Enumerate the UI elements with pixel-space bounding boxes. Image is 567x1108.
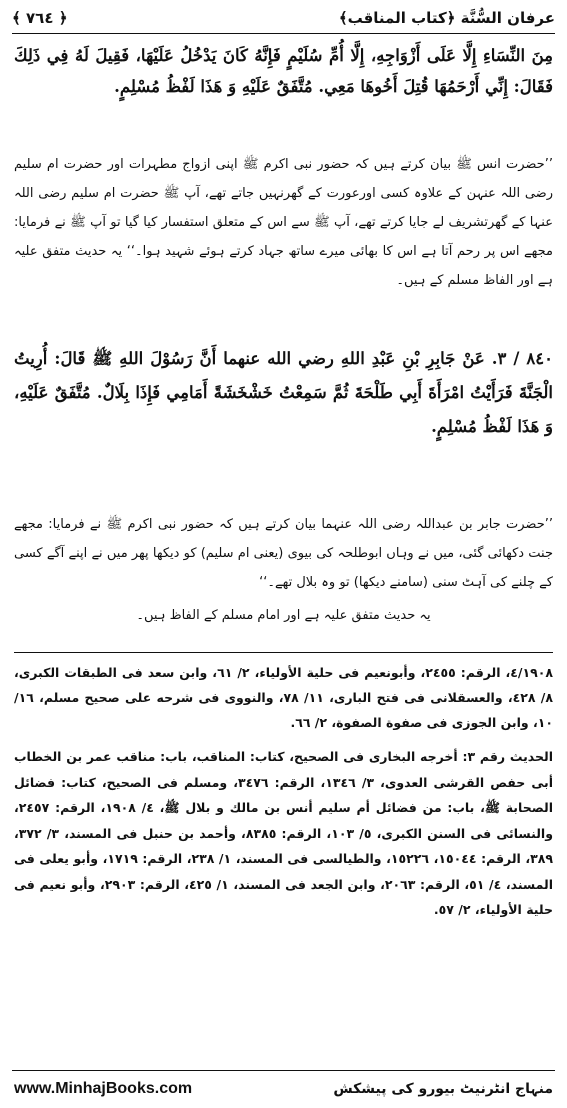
footer-rule	[12, 1070, 555, 1071]
hadith-2-urdu-translation: ’’حضرت جابر بن عبداللہ رضی اللہ عنہما بیان کرتے ہیں کہ حضور نبی اکرم ﷺ نے فرمایا: مجھے جنت دکھائی گئی، میں نے وہاں ابوطلحہ کی بیوی (یعنی ام سلیم) کو دیکھا پھر میں نے اپنے آگے کسی کے چلنے کی آہٹ سنی (سامنے دیکھا) تو وہ بلال تھے۔‘‘	[14, 517, 553, 590]
page-number: ﴿ ۷٦٤ ﴾	[12, 9, 68, 27]
book-title: عرفان السُّنَّة ﴿کتاب المناقب﴾	[338, 9, 555, 27]
website-link[interactable]: www.MinhajBooks.com	[14, 1080, 193, 1097]
footnote-hadith-3-references: الحديث رقم ٣: أخرجه البخارى فى الصحيح، كتاب: المناقب، باب: مناقب عمر بن الخطاب أبى حفص القرشى العدوى، ٣/ ١٣٤٦، الرقم: ٣٤٧٦، ومسلم فى الصحيح، كتاب: فضائل الصحابة ﷺ، باب: من فضائل أم سليم أنس بن مالك و بلال ﷺ، ٤/ ١٩٠٨، الرقم: ٢٤٥٧، والنسائى فى السنن الكبرى، ٥/ ١٠٣، الرقم: ٨٣٨٥، وأحمد بن حنبل فى المسند، ٣/ ٣٧٢، ٣٨٩، الرقم: ١٥٠٤٤، ١٥٢٢٦، والطيالسى فى المسند، ١/ ٢٣٨، الرقم: ١٧١٩، وأبو يعلى فى المسند، ٤/ ٥١، الرقم: ٢٠٦٣، وابن الجعد فى المسند، ١/ ٤٢٥، الرقم: ٢٩٠٣، وأبو نعيم فى حلية الأولياء، ٢/ ٥٧.	[14, 749, 554, 917]
hadith-1-urdu-translation: ’’حضرت انس ﷺ بیان کرتے ہیں کہ حضور نبی اکرم ﷺ اپنی ازواج مطہرات اور حضرت ام سلیم رضی اللہ عنہن کے علاوہ کسی اورعورت کے گھرنہیں جاتے تھے، آپ ﷺ حضرت ام سلیم رضی اللہ عنہا کے گھرتشریف لے جایا کرتے تھے، آپ ﷺ سے اس کے متعلق استفسار کیا گیا تو آپ ﷺ نے فرمایا: مجھے اس پر رحم آتا ہے اس کا بھائی میرے ساتھ جہاد کرتے ہوئے شہید ہوا۔‘‘ یہ حدیث متفق علیہ ہے اور الفاظ مسلم کے ہیں۔	[14, 157, 553, 288]
page-header	[12, 6, 555, 30]
hadith-1-arabic-text: مِنَ النِّسَاءِ إِلَّا عَلَى أَزْوَاجِهِ، إِلَّا أُمِّ سُلَيْمٍ فَإِنَّهُ كَانَ يَدْخُلُ عَلَيْهَا، فَقِيلَ لَهُ فِي ذَلِكَ فَقَالَ: إِنِّي أَرْحَمُهَا قُتِلَ أَخُوهَا مَعِي. مُتَّفَقٌ عَلَيْهِ وَ هَذَا لَفْظُ مُسْلِمٍ.	[14, 46, 553, 96]
header-rule	[12, 33, 555, 34]
footnote-divider	[14, 652, 553, 653]
publisher-credit: منہاج انٹرنیٹ بیورو کی پیشکش	[333, 1081, 553, 1097]
footnote-continuation: ٤/١٩٠٨، الرقم: ٢٤٥٥، وأبونعيم فى حلية الأولياء، ٢/ ٦١، وابن سعد فى الطبقات الكبرى، ٨/ ٤٢٨، والعسقلانى فى فتح البارى، ١١/ ٧٨، والنووى فى شرحه على صحيح مسلم، ١٦/ ١٠، وابن الجوزى فى صفوة الصفوة، ٢/ ٦٦.	[14, 665, 554, 730]
hadith-2-reference-note: یہ حدیث متفق علیہ ہے اور امام مسلم کے الفاظ ہیں۔	[136, 608, 431, 623]
hadith-2-arabic-text: ۸٤۰ / ۳. عَنْ جَابِرِ بْنِ عَبْدِ اللهِ رضي الله عنهما أَنَّ رَسُوْلَ اللهِ ﷺ قَالَ: أُرِيتُ الْجَنَّةَ فَرَأَيْتُ امْرَأَةَ أَبِي طَلْحَةَ ثُمَّ سَمِعْتُ خَشْخَشَةً أَمَامِي فَإِذَا بِلَالٌ. مُتَّفَقٌ عَلَيْهِ، وَ هَذَا لَفْظُ مُسْلِمٍ.	[14, 349, 553, 436]
page-footer	[14, 1076, 553, 1102]
